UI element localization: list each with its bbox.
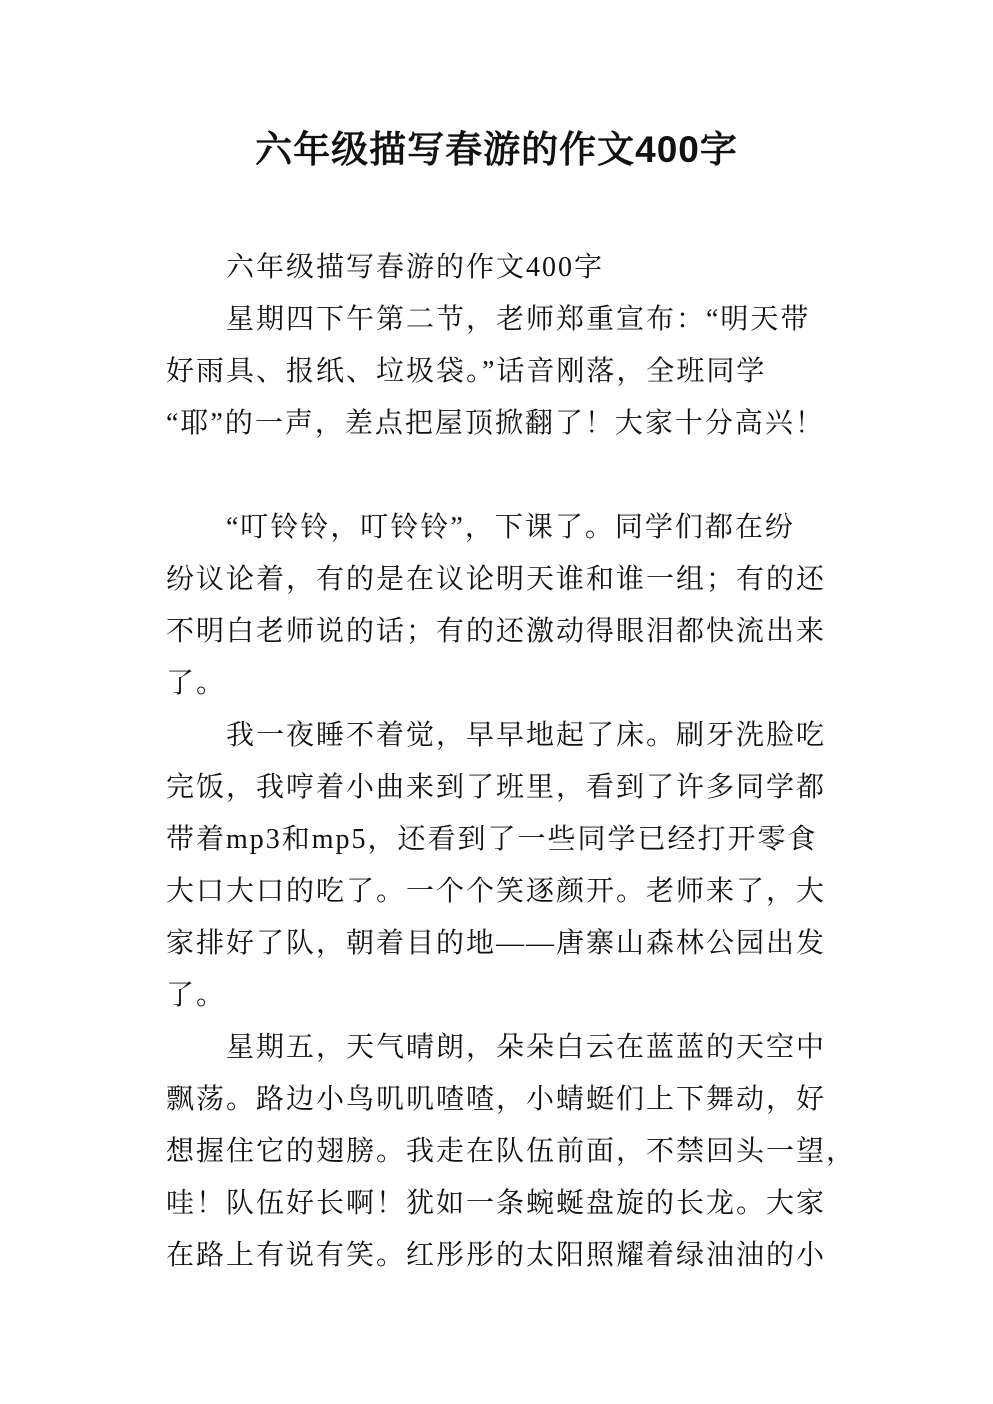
text-line: “耶”的一声，差点把屋顶掀翻了！大家十分高兴！ <box>166 408 825 439</box>
text-line: 星期五，天气晴朗，朵朵白云在蓝蓝的天空中 <box>226 1032 827 1063</box>
document-title: 六年级描写春游的作文400字 <box>255 129 738 170</box>
text-line: 纷议论着，有的是在议论明天谁和谁一组；有的还 <box>166 564 827 595</box>
text-line: 好雨具、报纸、垃圾袋。”话音刚落，全班同学 <box>166 356 767 387</box>
text-line: 想握住它的翅膀。我走在队伍前面，不禁回头一望， <box>166 1136 857 1167</box>
text-line: 不明白老师说的话；有的还激动得眼泪都快流出来 <box>166 616 827 647</box>
text-line: 六年级描写春游的作文400字 <box>226 252 605 283</box>
text-line: 哇！队伍好长啊！犹如一条蜿蜒盘旋的长龙。大家 <box>166 1188 827 1219</box>
paragraph-gap <box>166 450 846 502</box>
text-line: 带着mp3和mp5，还看到了一些同学已经打开零食 <box>166 824 818 855</box>
text-line: 了。 <box>166 668 227 699</box>
text-line: 我一夜睡不着觉，早早地起了床。刷牙洗脸吃 <box>226 720 827 751</box>
text-line: 完饭，我哼着小曲来到了班里，看到了许多同学都 <box>166 772 827 803</box>
text-line: 大口大口的吃了。一个个笑逐颜开。老师来了，大 <box>166 876 827 907</box>
text-line: “叮铃铃，叮铃铃”，下课了。同学们都在纷 <box>226 512 795 543</box>
text-line: 家排好了队，朝着目的地——唐寨山森林公园出发 <box>166 928 827 959</box>
text-line: 在路上有说有笑。红彤彤的太阳照耀着绿油油的小 <box>166 1240 827 1271</box>
text-line: 飘荡。路边小鸟叽叽喳喳，小蜻蜓们上下舞动，好 <box>166 1084 827 1115</box>
text-line: 星期四下午第二节，老师郑重宣布：“明天带 <box>226 304 811 335</box>
text-line: 了。 <box>166 980 227 1011</box>
document-body <box>166 242 857 1282</box>
